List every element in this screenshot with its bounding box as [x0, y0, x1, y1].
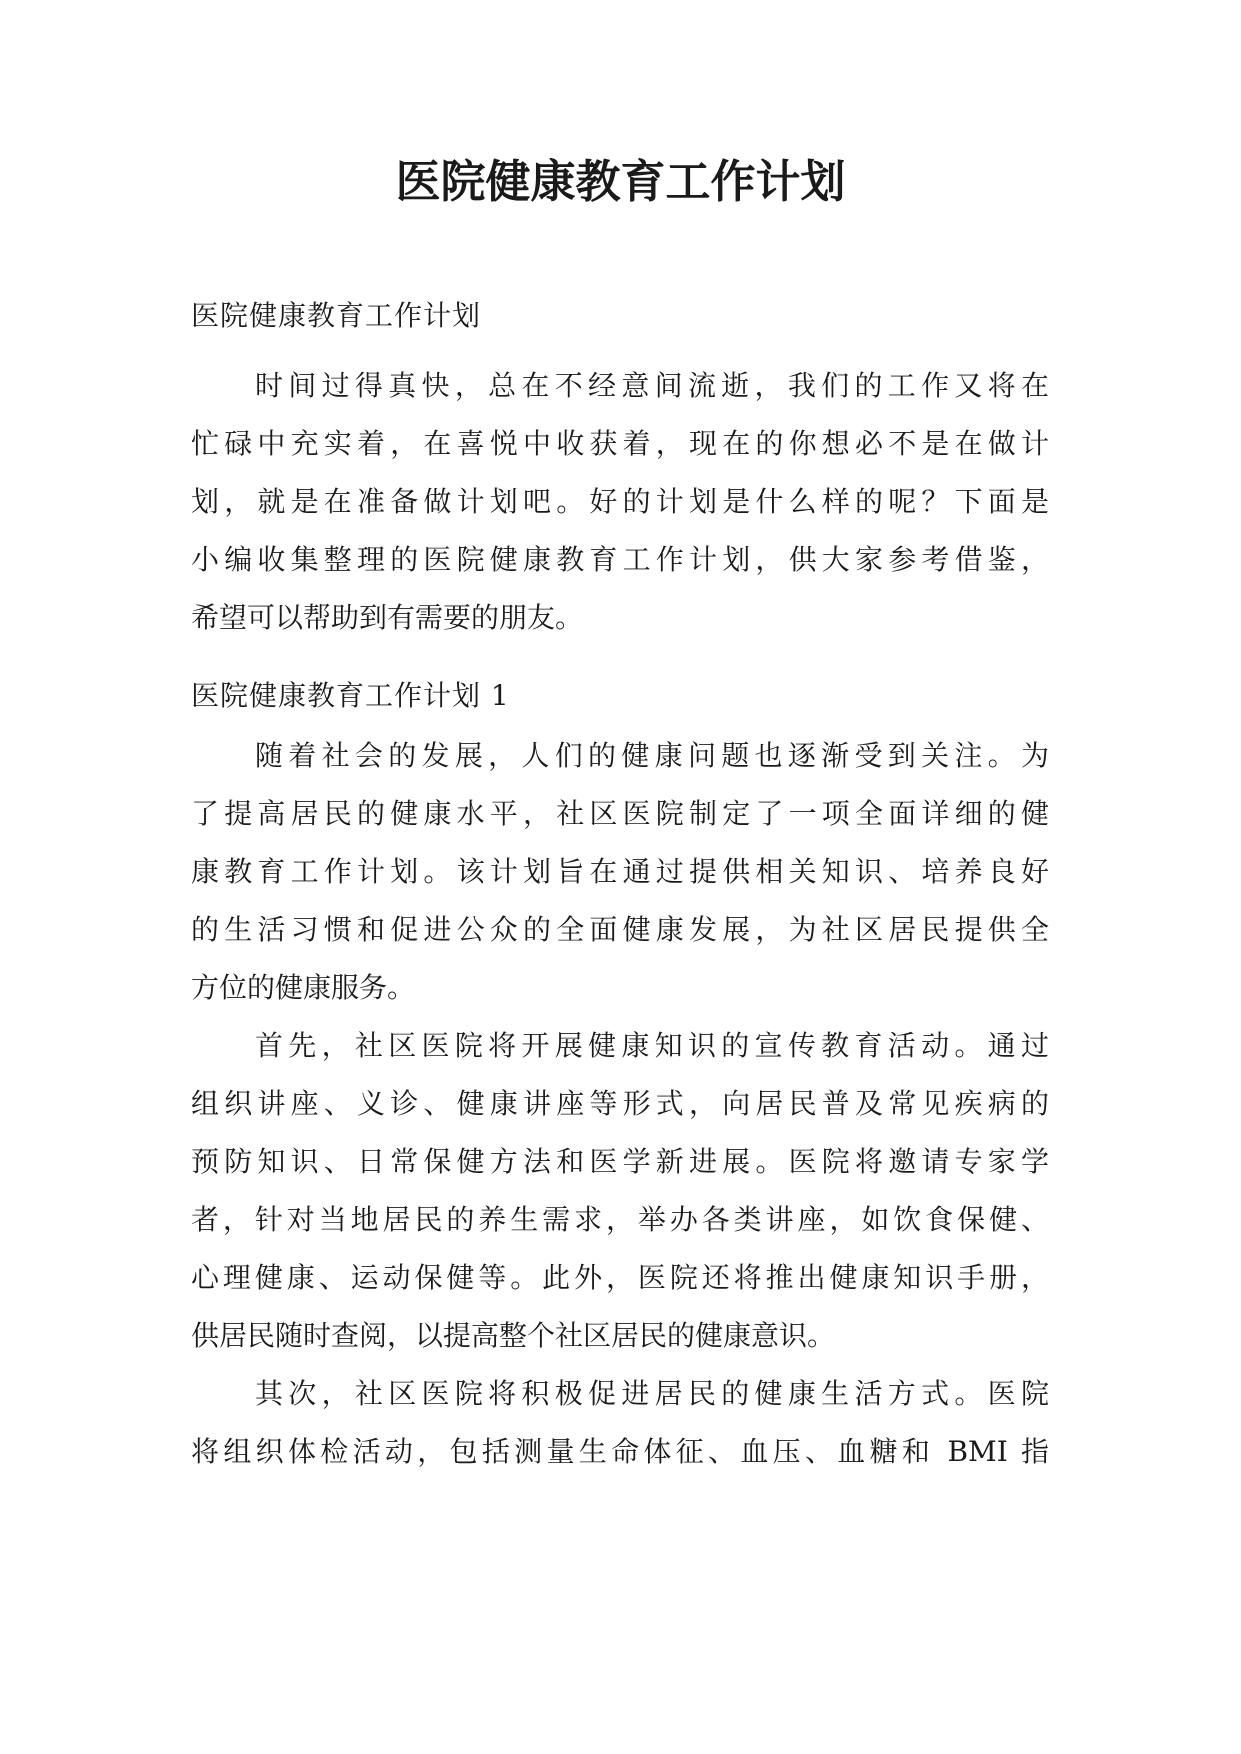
- body-paragraph: [191, 1365, 1049, 1481]
- body-paragraph: [191, 1017, 1049, 1365]
- paragraph-line: 了提高居民的健康水平，社区医院制定了一项全面详细的健: [191, 797, 1049, 830]
- paragraph-line: 忙碌中充实着，在喜悦中收获着，现在的你想必不是在做计: [191, 427, 1049, 460]
- intro-paragraph: [191, 357, 1049, 647]
- paragraph-line: 预防知识、日常保健方法和医学新进展。医院将邀请专家学: [191, 1145, 1049, 1178]
- paragraph-line: 时间过得真快，总在不经意间流逝，我们的工作又将在: [255, 369, 1049, 402]
- paragraph-line: 供居民随时查阅，以提高整个社区居民的健康意识。: [191, 1319, 836, 1352]
- document-title: 医院健康教育工作计划: [395, 155, 846, 208]
- paragraph-line: 随着社会的发展，人们的健康问题也逐渐受到关注。为: [255, 739, 1049, 772]
- paragraph-line: 小编收集整理的医院健康教育工作计划，供大家参考借鉴，: [191, 543, 1049, 576]
- paragraph-line: 者，针对当地居民的养生需求，举办各类讲座，如饮食保健、: [191, 1203, 1049, 1236]
- paragraph-line: 的生活习惯和促进公众的全面健康发展，为社区居民提供全: [191, 913, 1049, 946]
- paragraph-line: 将组织体检活动，包括测量生命体征、血压、血糖和 BMI 指: [191, 1435, 1049, 1468]
- body-paragraph: [191, 727, 1049, 1017]
- paragraph-line: 康教育工作计划。该计划旨在通过提供相关知识、培养良好: [191, 855, 1049, 888]
- paragraph-line: 希望可以帮助到有需要的朋友。: [191, 601, 584, 634]
- document-subtitle: 医院健康教育工作计划: [191, 299, 482, 332]
- paragraph-line: 组织讲座、义诊、健康讲座等形式，向居民普及常见疾病的: [191, 1087, 1049, 1120]
- section-heading: 医院健康教育工作计划 1: [191, 679, 510, 712]
- paragraph-line: 其次，社区医院将积极促进居民的健康生活方式。医院: [255, 1377, 1049, 1410]
- paragraph-line: 首先，社区医院将开展健康知识的宣传教育活动。通过: [255, 1029, 1049, 1062]
- paragraph-line: 方位的健康服务。: [191, 971, 416, 1004]
- paragraph-line: 心理健康、运动保健等。此外，医院还将推出健康知识手册，: [191, 1261, 1049, 1294]
- paragraph-line: 划，就是在准备做计划吧。好的计划是什么样的呢？下面是: [191, 485, 1049, 518]
